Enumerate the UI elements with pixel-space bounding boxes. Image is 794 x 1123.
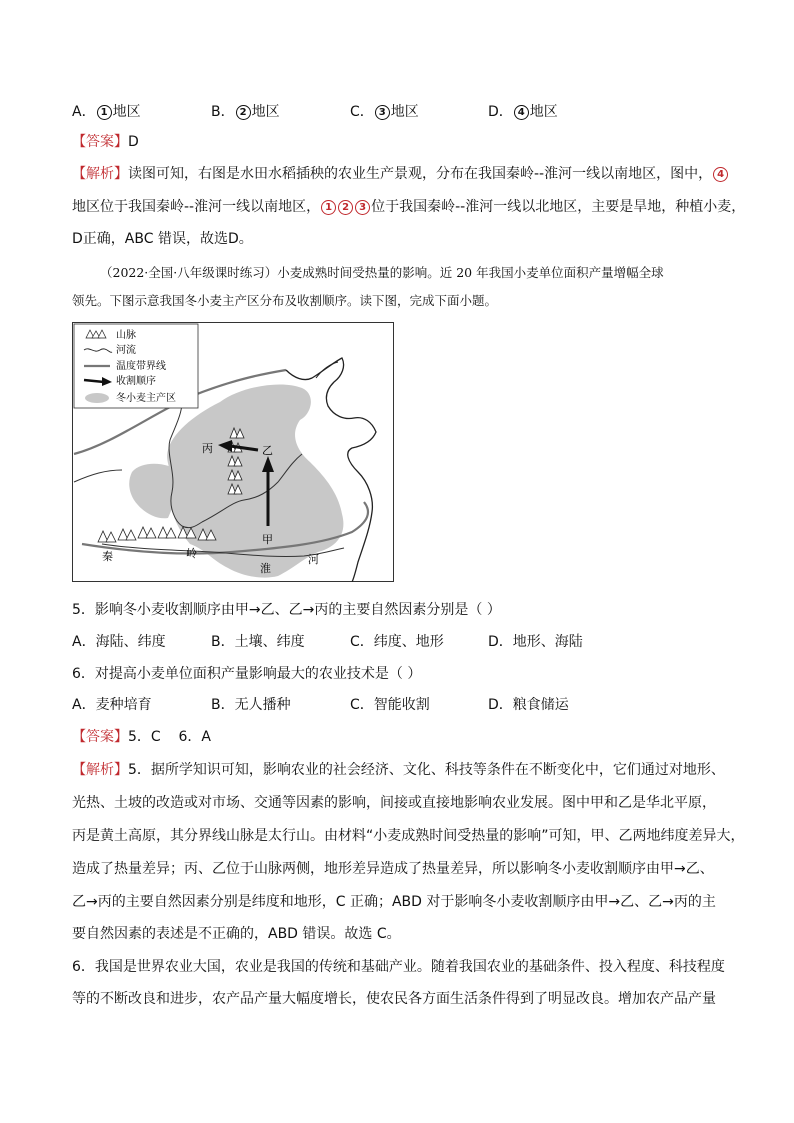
q5-option-c: C．纬度、地形 — [350, 634, 444, 650]
option-text: 地区 — [251, 104, 280, 120]
wheat-map — [72, 322, 394, 582]
circled-number: 4 — [514, 105, 529, 120]
label-yi: 乙 — [262, 444, 273, 457]
intro-line-2: 领先。下图示意我国冬小麦主产区分布及收割顺序。读下图，完成下面小题。 — [72, 293, 498, 308]
analysis2-line-1 — [72, 760, 725, 780]
option-text: 地区 — [529, 104, 558, 120]
label-huai: 淮 — [260, 562, 271, 575]
option-text: 地区 — [390, 104, 419, 120]
circled-number: 1 — [97, 105, 112, 120]
analysis-line-3 — [72, 229, 253, 249]
answer-label: 【答案】 — [72, 134, 128, 150]
option-letter: D． — [488, 104, 513, 120]
analysis-label: 【解析】 — [72, 762, 128, 778]
analysis2-line-2: 光热、土坡的改造或对市场、交通等因素的影响，间接或直接地影响农业发展。图中甲和乙是华北平原， — [72, 795, 716, 811]
answer-label: 【答案】 — [72, 729, 128, 745]
option-letter: B． — [211, 104, 235, 120]
q6-option-b: B．无人播种 — [211, 697, 291, 713]
legend-mountain: 山脉 — [116, 330, 136, 341]
analysis-text: 读图可知，右图是水田水稻插秧的农业生产景观，分布在我国秦岭--淮河一线以南地区，图中， — [128, 166, 713, 182]
label-jia: 甲 — [262, 533, 273, 546]
q6-option-d: D．粮食储运 — [488, 697, 569, 713]
option-letter: A． — [72, 104, 96, 120]
answer-line-2 — [72, 727, 211, 747]
legend-river: 河流 — [116, 345, 136, 356]
region-legend-icon — [85, 393, 109, 403]
analysis-line-2 — [72, 197, 745, 217]
circled-number: 1 — [321, 200, 336, 215]
option-d — [488, 102, 558, 122]
circled-number: 3 — [375, 105, 390, 120]
analysis2-line-4: 造成了热量差异；丙、乙位于山脉两侧，地形差异造成了热量差异，所以影响冬小麦收割顺序由甲→乙、 — [72, 861, 714, 877]
answer-value: 5．C 6．A — [128, 729, 211, 745]
label-bing: 丙 — [202, 442, 213, 455]
analysis2-line-5: 乙→丙的主要自然因素分别是纬度和地形，C 正确；ABD 对于影响冬小麦收割顺序由甲→乙、乙→丙的主 — [72, 894, 716, 910]
answer-value: D — [128, 134, 139, 150]
legend-harvest: 收割顺序 — [116, 376, 156, 387]
analysis2-line-3: 丙是黄土高原，其分界线山脉是太行山。由材料“小麦成熟时间受热量的影响”可知，甲、乙两地纬度差异大， — [72, 828, 745, 844]
option-letter: C． — [350, 104, 374, 120]
circled-number: 3 — [355, 200, 370, 215]
legend-temperature: 温度带界线 — [116, 361, 166, 372]
analysis-text: 5．据所学知识可知，影响农业的社会经济、文化、科技等条件在不断变化中，它们通过对地形、 — [128, 762, 725, 778]
analysis2-line-8: 等的不断改良和进步，农产品产量大幅度增长，使农民各方面生活条件得到了明显改良。增加农产品产量 — [72, 991, 716, 1007]
circled-number: 2 — [236, 105, 251, 120]
circled-number: 2 — [338, 200, 353, 215]
label-qin: 秦 — [102, 550, 113, 563]
label-ling: 岭 — [186, 547, 197, 560]
q6-option-a: A．麦种培育 — [72, 697, 152, 713]
q5-option-d: D．地形、海陆 — [488, 634, 583, 650]
q6-option-c: C．智能收割 — [350, 697, 430, 713]
q5-stem: 5．影响冬小麦收割顺序由甲→乙、乙→丙的主要自然因素分别是（ ） — [72, 602, 501, 618]
analysis-text: 地区位于我国秦岭--淮河一线以南地区， — [72, 199, 321, 215]
analysis-text: 位于我国秦岭--淮河一线以北地区，主要是旱地，种植小麦， — [371, 199, 746, 215]
option-a — [72, 102, 141, 122]
analysis2-line-6: 要自然因素的表述是不正确的，ABD 错误。故选 C。 — [72, 926, 401, 942]
option-text: 地区 — [112, 104, 141, 120]
label-he: 河 — [308, 553, 319, 566]
analysis-label: 【解析】 — [72, 166, 128, 182]
answer-line — [72, 132, 139, 152]
option-b — [211, 102, 280, 122]
intro-line-1: （2022·全国·八年级课时练习）小麦成熟时间受热量的影响。近 20 年我国小麦单位面积产量增幅全球 — [100, 265, 664, 280]
option-c — [350, 102, 419, 122]
legend-wheat: 冬小麦主产区 — [116, 393, 176, 404]
q5-option-b: B．土壤、纬度 — [211, 634, 305, 650]
analysis-text: D正确，ABC 错误，故选D。 — [72, 231, 253, 247]
circled-number: 4 — [713, 167, 728, 182]
analysis-line-1 — [72, 164, 729, 184]
analysis2-line-7: 6．我国是世界农业大国，农业是我国的传统和基础产业。随着我国农业的基础条件、投入程度、科技程度 — [72, 959, 725, 975]
map-legend — [74, 324, 198, 408]
q5-option-a: A．海陆、纬度 — [72, 634, 166, 650]
q6-stem: 6．对提高小麦单位面积产量影响最大的农业技术是（ ） — [72, 666, 422, 682]
